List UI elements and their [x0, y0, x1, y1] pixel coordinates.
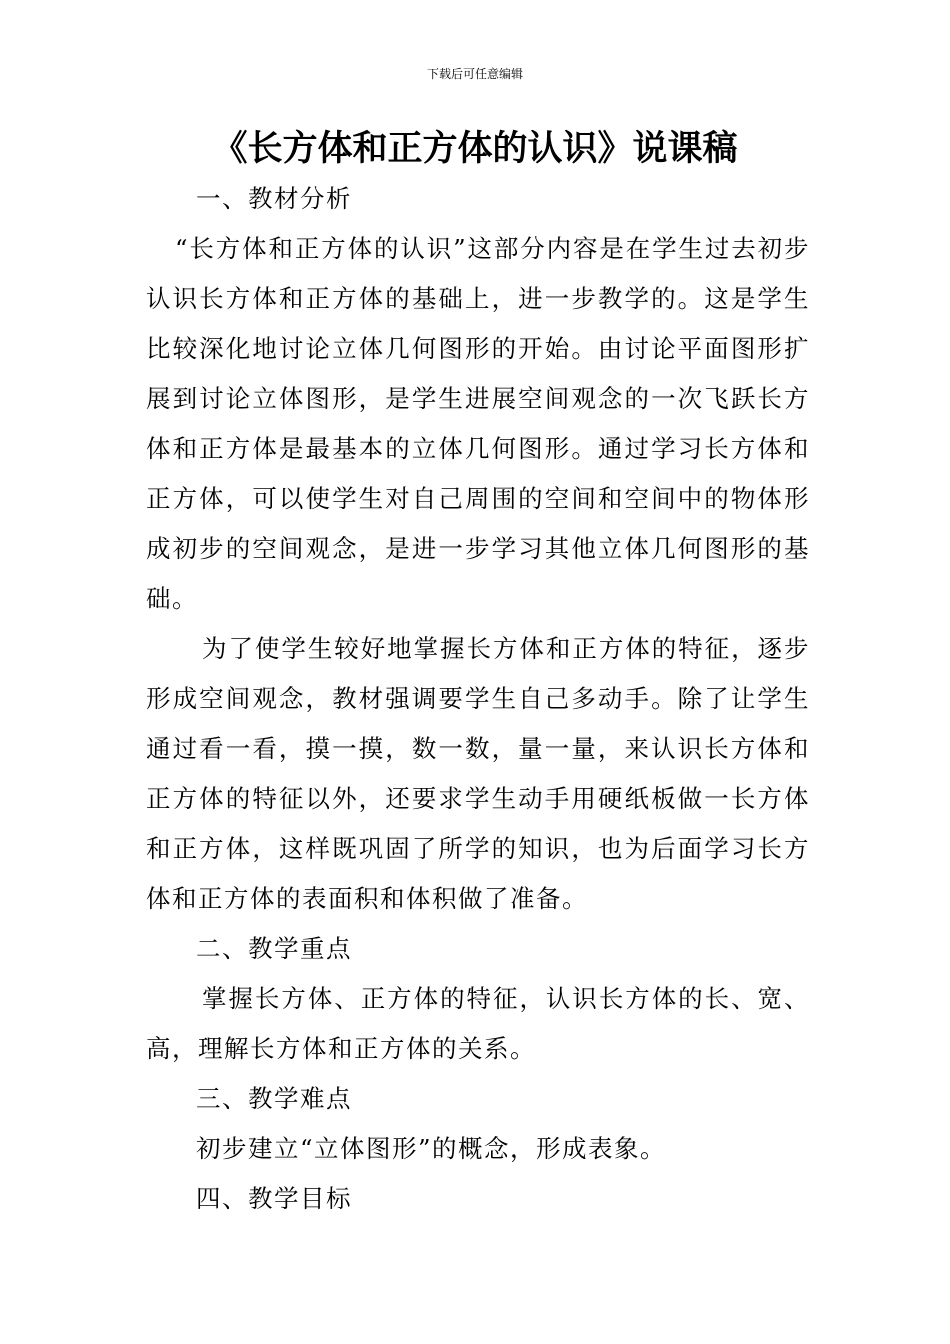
paragraph-teaching-focus: 掌握长方体、正方体的特征，认识长方体的长、宽、高，理解长方体和正方体的关系。	[146, 984, 810, 1063]
section-heading-textbook-analysis: 一、教材分析	[196, 184, 352, 213]
section-heading-teaching-objectives: 四、教学目标	[196, 1184, 352, 1213]
paragraph-textbook-analysis-1: “长方体和正方体的认识”这部分内容是在学生过去初步认识长方体和正方体的基础上，进一步教学的。这是学生比较深化地讨论立体几何图形的开始。由讨论平面图形扩展到讨论立体图形，是学生进展空间观念的一次飞跃长方体和正方体是最基本的立体几何图形。通过学习长方体和正方体，可以使学生对自己周围的空间和空间中的物体形成初步的空间观念，是进一步学习其他立体几何图形的基础。	[146, 234, 810, 613]
paragraph-textbook-analysis-2: 为了使学生较好地掌握长方体和正方体的特征，逐步形成空间观念，教材强调要学生自己多动手。除了让学生通过看一看，摸一摸，数一数，量一量，来认识长方体和正方体的特征以外，还要求学生动手用硬纸板做一长方体和正方体，这样既巩固了所学的知识，也为后面学习长方体和正方体的表面积和体积做了准备。	[146, 634, 810, 913]
section-heading-teaching-focus: 二、教学重点	[196, 934, 352, 963]
section-heading-teaching-difficulty: 三、教学难点	[196, 1084, 352, 1113]
document-title: 《长方体和正方体的认识》说课稿	[212, 129, 738, 169]
page-header: 下载后可任意编辑	[426, 67, 523, 81]
document-body	[146, 174, 810, 1224]
paragraph-teaching-difficulty: 初步建立“立体图形”的概念，形成表象。	[196, 1134, 667, 1163]
